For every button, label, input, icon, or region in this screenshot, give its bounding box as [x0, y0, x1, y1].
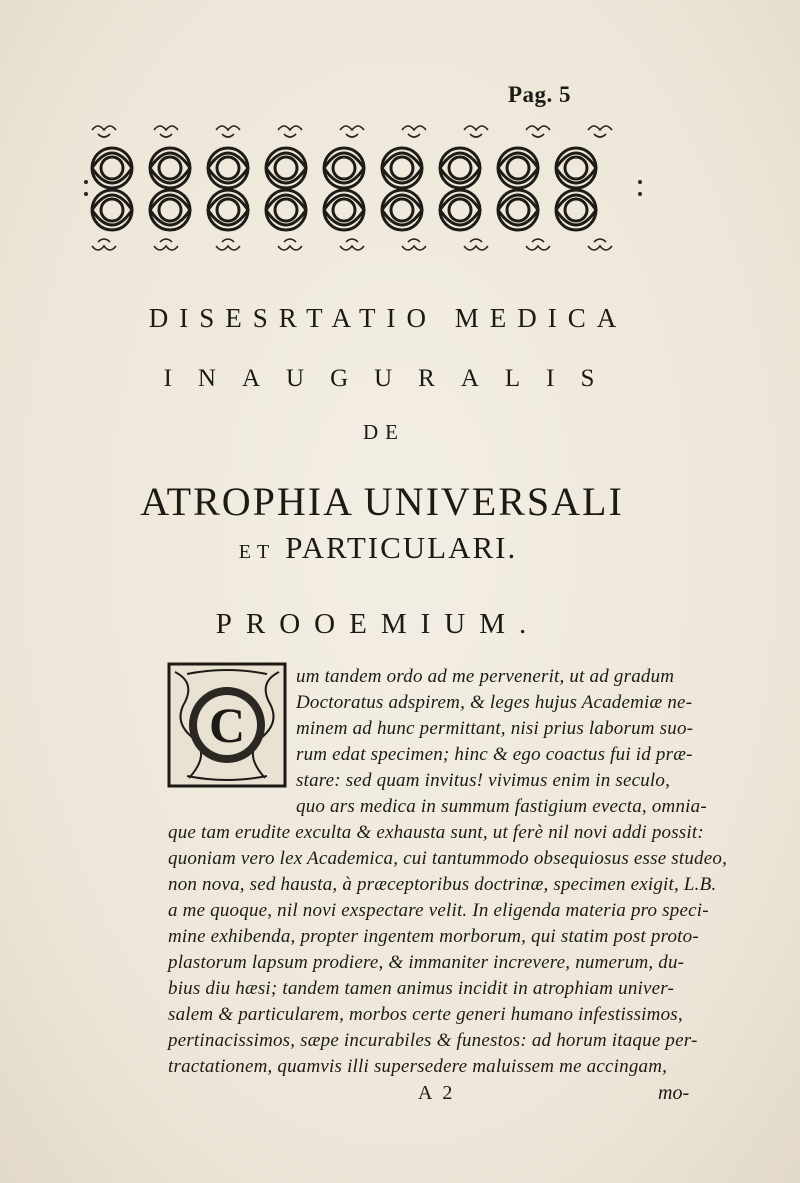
- ornament-band: [82, 118, 650, 260]
- paragraph-line-13: bius diu hæsi; tandem tamen animus incidit in atrophiam univer-: [168, 978, 675, 999]
- title-line-5-et: ET: [238, 541, 276, 563]
- paragraph-line-7: que tam erudite exculta & exhausta sunt, ut ferè nil novi addi possit:: [168, 822, 704, 843]
- paragraph-line-6: quo ars medica in summum fastigium evecta, omnia-: [296, 796, 707, 817]
- catchword: mo-: [658, 1082, 690, 1104]
- paragraph-line-2: Doctoratus adspirem, & leges hujus Academiæ ne-: [296, 692, 693, 713]
- paragraph-line-15: pertinacissimos, sæpe incurabiles & funestos: ad horum itaque per-: [168, 1030, 698, 1051]
- title-line-5: [0, 530, 778, 566]
- paragraph-line-11: mine exhibenda, propter ingentem morborum, qui statim post proto-: [168, 926, 699, 947]
- paragraph-line-4: rum edat specimen; hinc & ego coactus fui id præ-: [296, 744, 693, 765]
- signature-mark: A 2: [418, 1082, 456, 1104]
- paragraph-line-14: salem & particularem, morbos certe generi humano infestissimos,: [168, 1004, 683, 1025]
- paragraph-line-5: stare: sed quam invitus! vivimus enim in seculo,: [296, 770, 671, 791]
- page-number: Pag. 5: [508, 82, 572, 107]
- paragraph-line-16: tractationem, quamvis illi supersedere maluissem me accingam,: [168, 1056, 668, 1077]
- title-line-4: ATROPHIA UNIVERSALI: [140, 479, 624, 524]
- initial-letter: C: [208, 697, 246, 753]
- title-line-3: DE: [363, 420, 405, 444]
- decorated-initial-c: [167, 662, 287, 788]
- title-line-6: PROOEMIUM.: [215, 608, 541, 640]
- paragraph-line-12: plastorum lapsum prodiere, & immaniter increvere, numerum, du-: [168, 952, 685, 973]
- title-line-1: DISESRTATIO MEDICA: [148, 303, 628, 333]
- paragraph-line-9: non nova, sed hausta, à præceptoribus doctrinæ, specimen exigit, L.B.: [168, 874, 717, 895]
- title-line-2: INAUGURALIS: [163, 365, 621, 392]
- paragraph-line-8: quoniam vero lex Academica, cui tantummodo obsequiosus esse studeo,: [168, 848, 728, 869]
- title-line-5-text: PARTICULARI.: [285, 530, 518, 565]
- paragraph-line-10: a me quoque, nil novi exspectare velit. In eligenda materia pro speci-: [168, 900, 709, 921]
- paragraph-line-1: um tandem ordo ad me pervenerit, ut ad gradum: [296, 666, 675, 687]
- paragraph-line-3: minem ad hunc permittant, nisi prius laborum suo-: [296, 718, 694, 739]
